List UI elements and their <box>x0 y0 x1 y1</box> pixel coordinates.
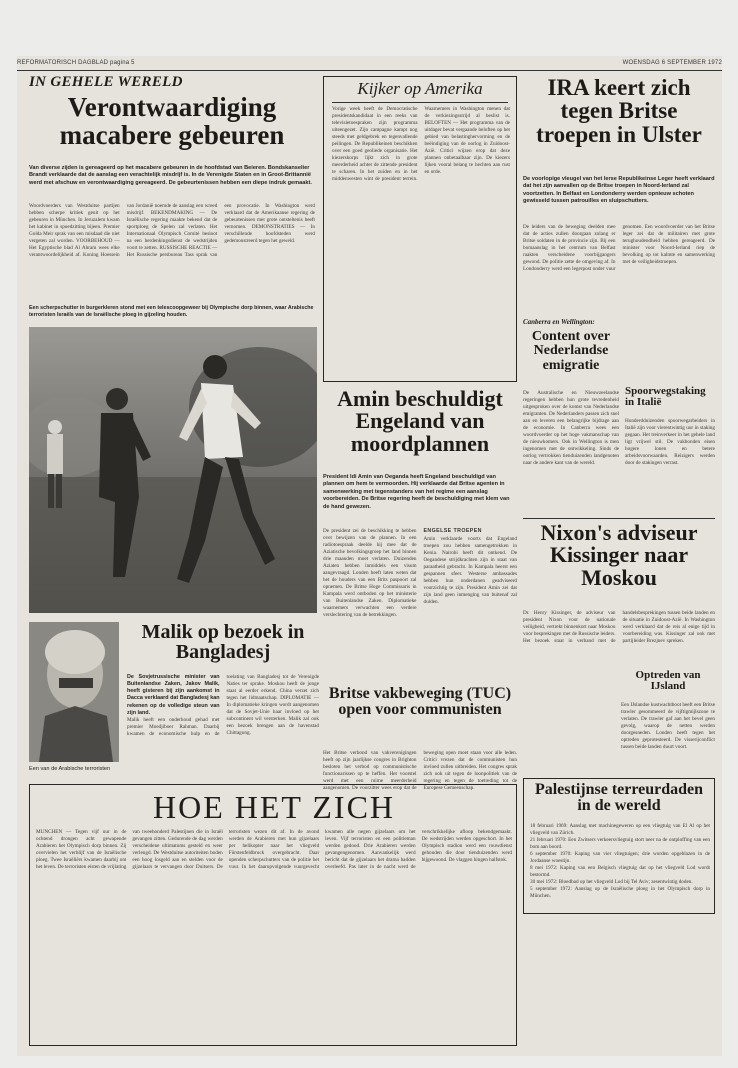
body-ira: De leiders van de beweging deelden mee dat de acties zullen doorgaan zolang er Britse soldaten in de provincie zijn. Bij een bomaanslag in het centrum van Belfast raakten verscheidene voorbijgangers gewond. De politie zette de omgeving af. In Londonderry werd een legerpost onder vuur genomen. Een woordvoerder van het Britse leger zei dat de militairen met grote terughoudendheid hebben gereageerd. De minister voor Noord-Ierland riep de bevolking op tot kalmte en samenwerking met de veiligheidstroepen. <box>523 224 715 272</box>
masthead-left: REFORMATORISCH DAGBLAD pagina 5 <box>17 60 135 66</box>
terreur-box <box>523 778 715 914</box>
kijker-rule <box>332 102 508 103</box>
lead-verontwaardiging: Van diverse zijden is gereageerd op het macabere gebeuren in de hoofdstad van Beieren. Bondskanselier Brandt verklaarde dat de aanslag een verachtelijk misdrijf is. In de Verenigde Staten en in Groot-Brittannië werd met afschuw en verontwaardiging gereageerd. De gebeurtenissen hebben een diepe indruk gemaakt. <box>29 165 312 186</box>
photo-note: Een scherpschutter in burgerkleren stond met een telescoopgeweer bij Olympische dorp binnen, waar Arabische terroristen Israëls van de Israëlische ploeg in gijzeling houden. <box>29 305 314 318</box>
body-nixon: Dr. Henry Kissinger, de adviseur van president Nixon voor de nationale veiligheid, vertrekt binnenkort naar Moskou voor besprekingen met de Russische leiders. Het bezoek staat in verband met de handelsbesprekingen tussen beide landen en de situatie in Zuidoost-Azië. In Washington werd verklaard dat de reis al enige tijd in voorbereiding was. Kissinger zal ook met partijleider Brezjnev spreken. <box>523 610 715 644</box>
newspaper-page <box>17 56 722 1056</box>
ontwikkeling-box <box>29 784 517 1046</box>
terreur-list <box>530 823 710 911</box>
photo-terrorist-caption: Een van de Arabische terroristen <box>29 766 111 772</box>
terreur-item: 18 februari 1969: Aanslag met machinegeweren op een vliegtuig van El Al op het vliegveld van Zürich. <box>530 823 710 836</box>
lead-malik: De Sovjetrussische minister van Buitenlandse Zaken, Jakov Malik, heeft gisteren bij zijn aankomst in Dacca verklaard dat Bangladesj kan rekenen op de volledige steun van zijn land. <box>127 674 220 716</box>
terreur-item: 21 februari 1970: Een Zwitsers verkeersvliegtuig stort neer na de ontploffing van een bom aan boord. <box>530 836 710 850</box>
lead-ira: De voorlopige vleugel van het Ierse Republikeinse Leger heeft verklaard dat het zijn aanvallen op de Britse troepen in Noord-Ierland zal voortzetten. In Belfast en Londonderry werden opnieuw schoten gewisseld tussen patrouilles en sluipschutters. <box>523 176 715 205</box>
kijker-title: Kijker op Amerika <box>357 79 483 98</box>
body-spoor: Honderdduizenden spoorwegarbeiders in Italië zijn voor vierentwintig uur in staking gegaan. Het treinverkeer in het gehele land ligt vrijwel stil. De vakbonden eisen hogere lonen en betere arbeidsvoorwaarden. Reizigers werden door de stakingen verrast. <box>625 418 715 466</box>
headline-ijsland: Optreden van IJsland <box>635 670 701 693</box>
body-malik: Malik heeft een onderhoud gehad met premier Moedjiboer Rahman. Daarbij kwamen de economische hulp en de toelating van Bangladesj tot de Verenigde Naties ter sprake. Moskou heeft de jonge staat al eerder erkend. China verzet zich tegen het lidmaatschap. DIPLOMATIE — In diplomatieke kringen wordt aangenomen dat de Sovjet-Unie haar invloed op het subcontinent wil versterken. Malik zal ook een bezoek brengen aan de havenstad Chittagong. <box>127 674 319 737</box>
body-amin-2: Amin verklaarde voorts dat Engeland troepen zou hebben samengetrokken in Kenia. Nairobi heeft dit ontkend. De Oegandese strijdkrachten zijn in staat van paraatheid gebracht. In Kampala heerst een gespannen sfeer. Westerse ambassades hebben hun onderdanen geadviseerd voorzichtig te zijn. President Amin zei dat zijn land geen inmenging van buitenaf zal dulden. <box>423 536 517 605</box>
body-malik-wrap <box>127 674 319 774</box>
body-emig: De Australische en Nieuwzeelandse regeringen hebben hun grote tevredenheid uitgesproken over de komst van Nederlandse emigranten. De Nederlanders passen zich snel aan en leveren een belangrijke bijdrage aan de economie. In Canberra wees een woordvoerder op het hoge vakmanschap van de nieuwkomers. Ook in Wellington is men ingenomen met de ontwikkeling. Sinds de oorlog vertrokken tienduizenden landgenoten naar de andere kant van de wereld. <box>523 390 619 466</box>
photo-olympic-village <box>29 327 317 613</box>
body-amin: De president zei de beschikking te hebben over bewijzen van de plannen. In een radiotoespraak deelde hij mee dat de Aziatische bevolkingsgroep het land binnen drie maanden moet verlaten. Duizenden Aziaten hebben inmiddels een visum aangevraagd. Londen heeft laten weten dat het de houders van een Brits paspoort zal opnemen. De Britse Hoge Commissaris in Kampala werd ontboden op het ministerie van Buitenlandse Zaken. Diplomatieke waarnemers verwachten een verdere verslechtering van de betrekkingen. <box>323 528 417 618</box>
terreur-item: 8 mei 1972: Kaping van een Belgisch vliegtuig dat op het vliegveld Lod wordt bestormd. <box>530 864 710 878</box>
photo-terrorist-image <box>29 622 119 762</box>
headline-ira: IRA keert zich tegen Britse troepen in Ulster <box>536 76 702 147</box>
photo-image <box>29 327 317 613</box>
terreur-item: 5 september 1972: Aanslag op de Israëlische ploeg in het Olympisch dorp in München. <box>530 885 710 899</box>
headline-spoor: Spoorwegstaking in Italië <box>625 386 706 409</box>
headline-malik: Malik op bezoek in Bangladesj <box>141 622 305 664</box>
headline-ontwikkeling: HOE HET ZICH <box>152 789 396 825</box>
body-ijsland: Een IJslandse kustwachtboot heeft een Britse trawler gesommeerd de vijftigmijlszone te verlaten. De trawler gaf aan het bevel geen gevolg, waarop de netten werden doorgesneden. Londen heeft tegen het optreden geprotesteerd. De visserijconflict tussen beide landen duurt voort. <box>621 702 715 750</box>
section-title: IN GEHELE WERELD <box>29 74 183 90</box>
emig-kicker: Canberra en Wellington: <box>523 318 595 326</box>
headline-nixon: Nixon's adviseur Kissinger naar Moskou <box>540 522 698 590</box>
headline-terreur: Palestijnse terreurdaden in de wereld <box>534 782 704 815</box>
photo-terrorist <box>29 622 119 762</box>
masthead <box>17 56 722 70</box>
kijker-body: Vorige week heeft de Democratische presidentskandidaat in een reeks van televisietoespraken zijn programma uiteengezet. Zijn campagne kampt nog steeds met geldgebrek en tegenvallende peilingen. De Republikeinen beschikken over een goed geoliede organisatie. Het kiezerskorps lijkt zich in grote meerderheid achter de zittende president te scharen. In het zuiden en in het middenwesten wint de president terrein. Waarnemers in Washington menen dat de verkiezingsstrijd al beslist is. BELOFTEN — Het programma van de uitdager bevat vergaande beloften op het gebied van belastinghervorming en de beëindiging van de oorlog in Zuidoost-Azië. Critici wijzen erop dat deze plannen onbetaalbaar zijn. De kiezers lijken vooral belang te hechten aan rust en orde. <box>332 106 510 182</box>
masthead-rule <box>17 70 722 71</box>
body-tuc: Het Britse verbond van vakverenigingen heeft op zijn jaarlijkse congres in Brighton besloten het verbod op communistische functionarissen op te heffen. Het voorstel werd met een ruime meerderheid aangenomen. De voorzitter wees erop dat de beweging open moet staan voor alle leden. Critici vrezen dat de communisten hun invloed zullen uitbreiden. Het congres sprak zich ook uit tegen de loonpolitiek van de regering en tegen de toetreding tot de Europese Gemeenschap. <box>323 750 517 791</box>
terreur-item: 30 mei 1972: Bloedbad op het vliegveld Lod bij Tel Aviv; zesentwintig doden. <box>530 878 693 885</box>
terreur-item: 6 september 1970: Kaping van vier vliegtuigen; drie worden opgeblazen in de Jordaanse woestijn. <box>530 850 710 864</box>
lead-amin: President Idi Amin van Oeganda heeft Engeland beschuldigd van plannen om hem te vermoorden. Hij verklaarde dat Britse agenten in samenwerking met tegenstanders van het regime een aanslag voorbereiden. De Britse regering heeft de beschuldiging met klem van de hand gewezen. <box>323 474 510 510</box>
body-ontwikkeling: MÜNCHEN — Tegen vijf uur in de ochtend drongen acht gewapende Arabieren het Olympisch dorp binnen. Zij overvielen het verblijf van de Israëlische ploeg. Twee Israëliërs kwamen daarbij om het leven. De terroristen eisten de vrijlating van tweehonderd Palestijnen die in Israël gevangen zitten. Gedurende de dag werden verscheidene ultimatums gesteld en weer verlengd. De Westduitse autoriteiten boden een hoog losgeld aan en stelden voor de gijzelaars te vervangen door Duitsers. De terroristen wezen dit af. In de avond werden de Arabieren met hun gijzelaars per helikopter naar het vliegveld Fürstenfeldbruck overgebracht. Daar openden scherpschutters van de politie het vuur. In het daaropvolgende vuurgevecht kwamen alle negen gijzelaars om het leven. Vijf terroristen en een politieman werden gedood. Drie Arabieren werden gevangengenomen. Aanvankelijk werd bericht dat de gijzelaars het drama hadden overleefd. Pas later in de nacht werd de verschrikkelijke afloop bekendgemaakt. De wedstrijden werden opgeschort. In het Olympisch stadion werd een rouwdienst gehouden die door tienduizenden werd bijgewoond. De vlaggen hingen halfstok. <box>36 829 512 870</box>
body-verontwaardiging: Woordvoerders van Westduitse partijen hebben scherpe kritiek geuit op het gebeuren in München. In Jeruzalem kwam het kabinet in spoedzitting bijeen. Premier Golda Meir sprak van een misdaad die niet vergeten zal worden. VOORBEHOUD — Het Egyptische blad Al Ahram wees elke verantwoordelijkheid af. Koning Hoessein van Jordanië noemde de aanslag een wreed misdrijf. BEKENDMAKING — De Israëlische regering maakte bekend dat de sportploeg de Spelen zal verlaten. Het Internationaal Olympisch Comité besloot na een herdenkingsdienst de wedstrijden voort te zetten. RUSSISCHE REACTIE — Het Russische persbureau Tass sprak van een provocatie. In Washington werd verklaard dat de Amerikaanse regering de gebeurtenissen met grote ontsteltenis heeft vernomen. DEMONSTRATIES — In verschillende hoofdsteden werd gedemonstreerd tegen het geweld. <box>29 203 315 258</box>
headline-tuc: Britse vakbeweging (TUC) open voor communisten <box>328 686 512 719</box>
body-amin-wrap <box>323 528 517 680</box>
nixon-rule <box>523 518 715 519</box>
kijker-box <box>323 76 517 382</box>
headline-verontwaardiging: Verontwaardiging macabere gebeuren <box>59 94 285 150</box>
headline-amin: Amin beschuldigt Engeland van moordplannen <box>337 388 503 456</box>
amin-subhead: ENGELSE TROEPEN <box>423 528 482 534</box>
masthead-right: WOENSDAG 6 SEPTEMBER 1972 <box>622 60 722 66</box>
headline-emig: Content over Nederlandse emigratie <box>531 330 611 373</box>
